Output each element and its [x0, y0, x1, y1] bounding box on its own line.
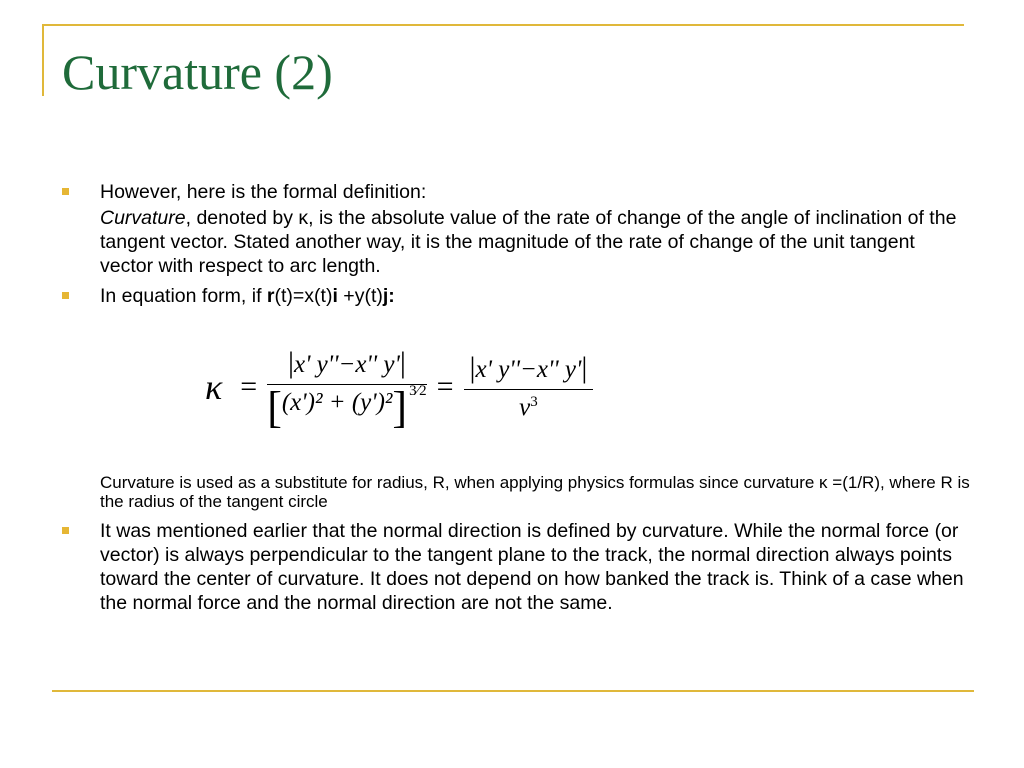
- bullet-normal-direction: [60, 519, 970, 615]
- equation-area: [60, 308, 970, 473]
- bullet-formal-definition: [60, 180, 970, 204]
- numerator-right-text: x' y''−x'' y': [475, 356, 582, 383]
- bullet-text-mid2: +y(t): [337, 285, 383, 307]
- bullet-text-prefix: In equation form, if: [100, 285, 267, 307]
- numerator-left-text: x' y''−x'' y': [293, 351, 400, 378]
- equals-sign: =: [240, 369, 258, 403]
- frame-left-rule: [42, 24, 44, 96]
- denominator-right: [519, 390, 538, 422]
- denominator-left-text: (x')² + (y')²: [281, 389, 393, 416]
- slide-content: [60, 180, 970, 615]
- bullet-text-mid: (t)=x(t): [274, 285, 333, 307]
- curvature-equation: [205, 346, 593, 432]
- slide-title: Curvature (2): [62, 44, 333, 100]
- velocity-exponent: 3: [530, 394, 538, 410]
- bullet-equation-form: [60, 284, 970, 308]
- bullet-square-icon: [62, 188, 69, 195]
- numerator-right: |x' y''−x'' y'|: [469, 351, 588, 384]
- bullet-square-icon: [62, 292, 69, 299]
- kappa-symbol: κ: [205, 366, 223, 407]
- bullet-text: However, here is the formal definition:: [100, 181, 427, 203]
- frame-top-rule: [42, 24, 964, 26]
- frame-bottom-rule: [52, 690, 974, 692]
- vector-r: r: [266, 285, 275, 307]
- denominator-left: [ (x')² + (y')² ] 3⁄2: [267, 383, 427, 432]
- unit-j: j:: [382, 285, 395, 307]
- definition-term: Curvature: [100, 207, 186, 229]
- definition-text: , denoted by κ, is the absolute value of the rate of change of the angle of inclination of the tangent vector. Stated another way, it is the magnitude of the rate of change of the unit tangent vector with respect to arc length.: [100, 207, 957, 277]
- bullet-square-icon: [62, 527, 69, 534]
- definition-paragraph: [60, 206, 970, 278]
- velocity-symbol: v: [519, 394, 531, 421]
- fraction-left: [267, 346, 427, 432]
- denominator-exponent: 3⁄2: [409, 383, 427, 399]
- equals-sign-2: =: [436, 369, 454, 403]
- curvature-radius-note: Curvature is used as a substitute for radius, R, when applying physics formulas since curvature κ =(1/R), where R is the radius of the tangent circle: [100, 473, 970, 511]
- fraction-right: [464, 351, 594, 422]
- bullet-text: It was mentioned earlier that the normal direction is defined by curvature. While the normal force (or vector) is always perpendicular to the tangent plane to the track, the normal direction always points toward the center of curvature. It does not depend on how banked the track is. Think of a case when the normal force and the normal direction are not the same.: [100, 520, 964, 614]
- numerator-left: |x' y''−x'' y'|: [287, 346, 406, 379]
- unit-i: i: [332, 285, 338, 307]
